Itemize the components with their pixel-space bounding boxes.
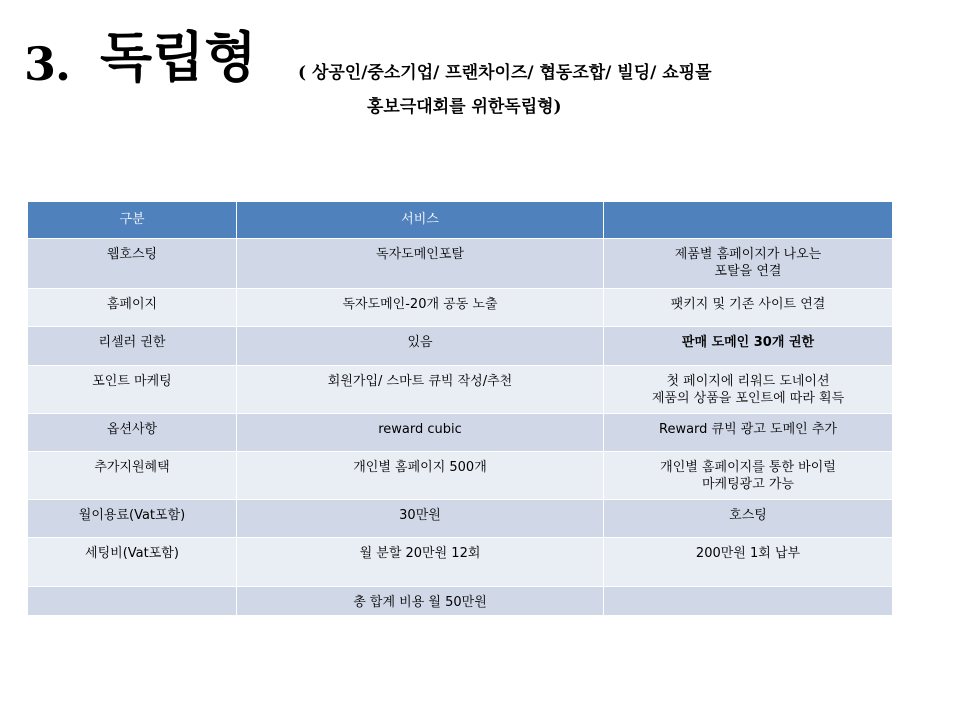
page-subtitle-line2: 홍보극대회를 위한독립형) [367,97,562,117]
row-service: 있음 [237,327,604,366]
row-category: 추가지원혜택 [28,452,237,500]
row-category [28,587,237,616]
table-row [28,587,893,616]
row-service: 독자도메인-20개 공동 노출 [237,289,604,327]
table-header-row [28,202,893,239]
table-row [28,500,893,538]
row-service: reward cubic [237,414,604,452]
row-detail: 호스팅 [604,500,893,538]
row-service: 독자도메인포탈 [237,239,604,289]
title-number: 3. [24,37,71,91]
row-category: 세팅비(Vat포함) [28,538,237,587]
row-category: 리셀러 권한 [28,327,237,366]
row-service: 개인별 홈페이지 500개 [237,452,604,500]
row-service: 회원가입/ 스마트 큐빅 작성/추천 [237,366,604,414]
table-row [28,289,893,327]
row-service: 30만원 [237,500,604,538]
table-row [28,414,893,452]
table-row [28,327,893,366]
row-category: 포인트 마케팅 [28,366,237,414]
row-detail: 제품별 홈페이지가 나오는 포탈을 연결 [604,239,893,289]
header-service: 서비스 [237,202,604,239]
table-row [28,366,893,414]
row-detail [604,587,893,616]
table-row [28,239,893,289]
service-table [27,201,893,616]
page-subtitle-line1: ( 상공인/중소기업/ 프랜차이즈/ 협동조합/ 빌딩/ 쇼핑몰 [298,63,712,83]
header-category: 구분 [28,202,237,239]
row-detail: 팻키지 및 기존 사이트 연결 [604,289,893,327]
row-detail: 200만원 1회 납부 [604,538,893,587]
row-detail: 개인별 홈페이지를 통한 바이럴 마케팅광고 가능 [604,452,893,500]
row-category: 웹호스팅 [28,239,237,289]
row-detail: Reward 큐빅 광고 도메인 추가 [604,414,893,452]
row-category: 홈페이지 [28,289,237,327]
row-detail: 판매 도메인 30개 권한 [604,327,893,366]
row-service: 총 합계 비용 월 50만원 [237,587,604,616]
page-title: 독립형 [100,25,257,89]
row-service: 월 분할 20만원 12회 [237,538,604,587]
table-row [28,452,893,500]
row-category: 옵션사항 [28,414,237,452]
header-detail [604,202,893,239]
row-category: 월이용료(Vat포함) [28,500,237,538]
table-row [28,538,893,587]
row-detail: 첫 페이지에 리워드 도네이션 제품의 상품을 포인트에 따라 획득 [604,366,893,414]
